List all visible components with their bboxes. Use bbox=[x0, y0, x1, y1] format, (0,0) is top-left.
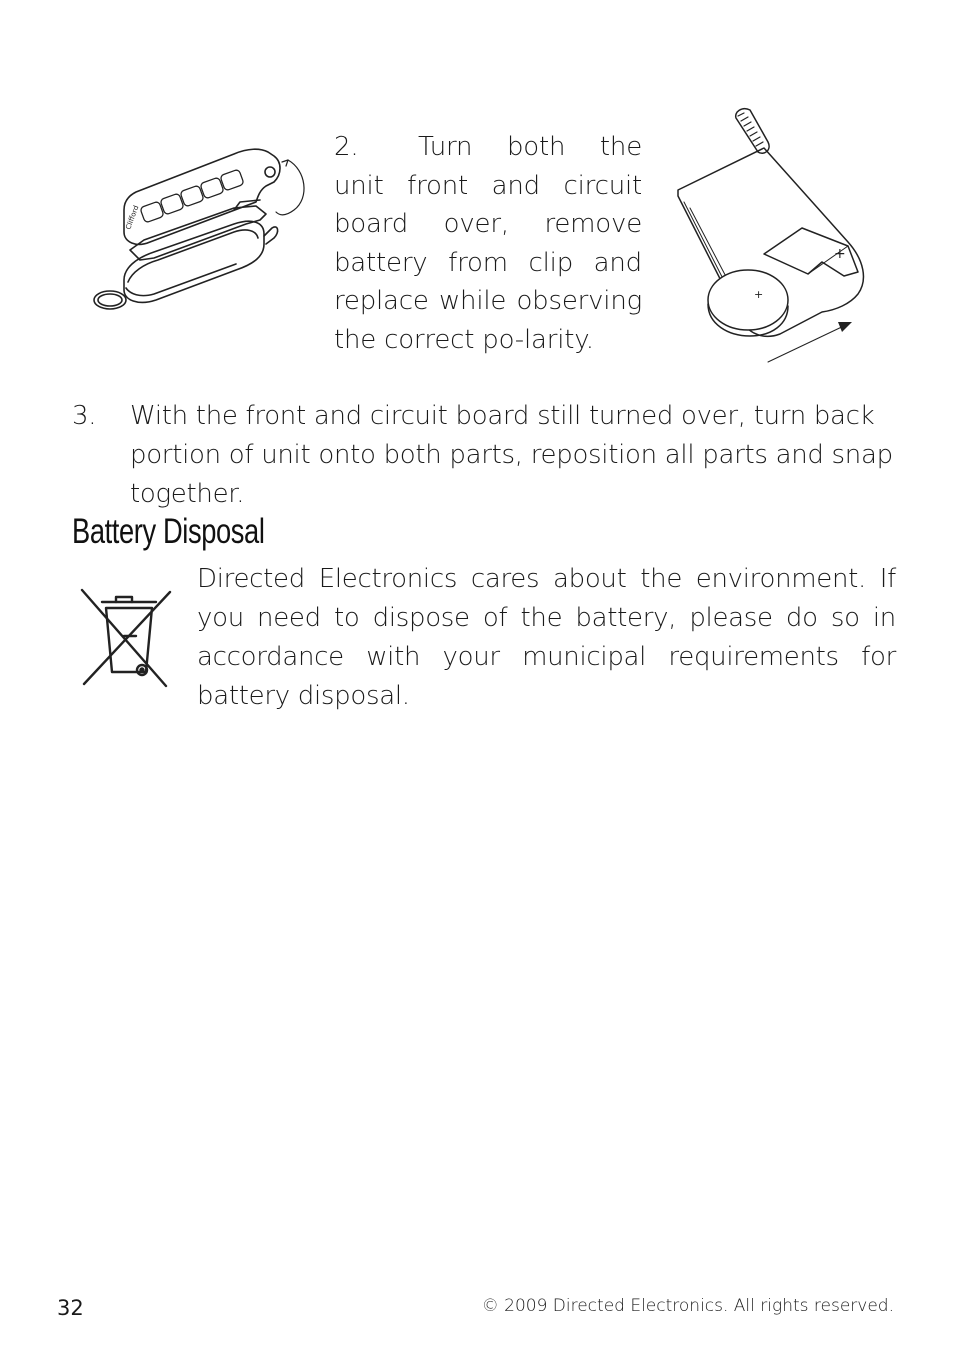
spring-coil bbox=[736, 109, 769, 154]
copyright-notice: © 2009 Directed Electronics. All rights reserved. bbox=[481, 1296, 894, 1316]
direction-arrow-icon bbox=[768, 324, 848, 362]
step-3-number: 3. bbox=[72, 401, 97, 431]
back-housing bbox=[124, 221, 264, 302]
keyfob-illustration bbox=[84, 140, 314, 326]
step-2 bbox=[334, 128, 642, 360]
step-2-text: Turn both the unit front and circuit board over, remove battery from clip and replace while observing the correct po-larity. bbox=[334, 132, 642, 355]
keyfob-buttons bbox=[140, 169, 244, 223]
circuit-board bbox=[130, 206, 266, 260]
disposal-paragraph: Directed Electronics cares about the environment. If you need to dispose of the battery, please do so in accordance with your municipal requirements for battery disposal. bbox=[197, 564, 896, 711]
clip-plus-sign: + bbox=[834, 246, 846, 262]
section-heading: Battery Disposal bbox=[72, 512, 265, 551]
step-3-text: With the front and circuit board still turned over, turn back portion of unit onto both parts, reposition all parts and snap together. bbox=[130, 401, 893, 509]
page-number: 32 bbox=[57, 1296, 84, 1320]
battery-illustration bbox=[672, 104, 886, 366]
step-3 bbox=[72, 397, 896, 514]
front-housing bbox=[124, 149, 280, 244]
battery-plus-sign: + bbox=[754, 288, 764, 301]
keyfob-brand-logo: Clifford bbox=[124, 204, 141, 231]
step-2-number: 2. bbox=[334, 132, 359, 162]
coin-battery bbox=[708, 270, 788, 330]
clip-hole bbox=[265, 167, 275, 177]
crossed-bin-icon bbox=[80, 588, 172, 688]
